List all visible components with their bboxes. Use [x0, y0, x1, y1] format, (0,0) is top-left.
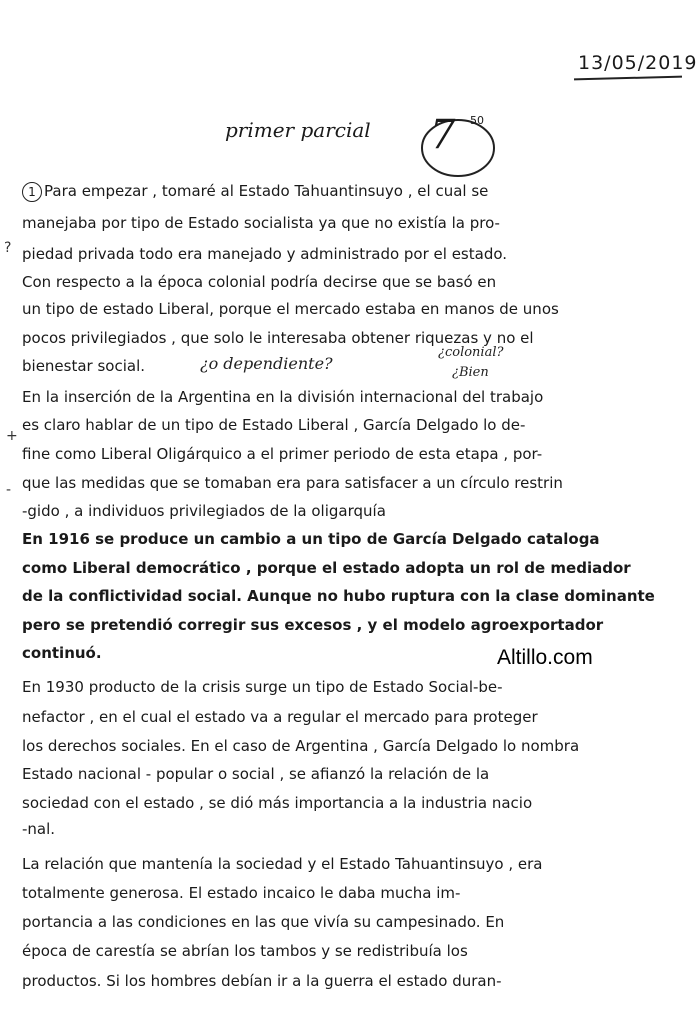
text-line: -nal. — [22, 820, 56, 838]
text-line: La relación que mantenía la sociedad y el Estado Tahuantinsuyo , era — [22, 855, 543, 873]
margin-mark: + — [6, 428, 18, 444]
text-line: pero se pretendió corregir sus excesos , y el modelo agroexportador — [22, 616, 604, 634]
text-line: piedad privada todo era manejado y administrado por el estado. — [22, 245, 508, 263]
text-line: que las medidas que se tomaban era para satisfacer a un círculo restrin — [22, 474, 563, 492]
text-line: En la inserción de la Argentina en la división internacional del trabajo — [22, 388, 544, 406]
teacher-note: ¿colonial? — [438, 345, 504, 360]
question-number: 1 — [22, 182, 42, 202]
date-underline — [574, 76, 682, 81]
grade-suffix: 50 — [470, 114, 484, 127]
text-line: de la conflictividad social. Aunque no hubo ruptura con la clase dominante — [22, 587, 655, 605]
exam-date: 13/05/2019 — [578, 52, 698, 74]
watermark: Altillo.com — [497, 646, 593, 669]
text-line: época de carestía se abrían los tambos y se redistribuía los — [22, 942, 468, 960]
text-line: los derechos sociales. En el caso de Argentina , García Delgado lo nombra — [22, 737, 580, 755]
text-line: pocos privilegiados , que solo le interesaba obtener riquezas y no el — [22, 329, 534, 347]
text-line: bienestar social. — [22, 357, 146, 375]
text-line: productos. Si los hombres debían ir a la guerra el estado duran- — [22, 972, 502, 990]
text-line: -gido , a individuos privilegiados de la oligarquía — [22, 502, 386, 520]
text-line: 1 Para empezar , tomaré al Estado Tahuantinsuyo , el cual se — [22, 180, 690, 202]
text-line: continuó. — [22, 644, 102, 662]
text-line: sociedad con el estado , se dió más importancia a la industria nacio — [22, 794, 533, 812]
teacher-note: ¿o dependiente? — [200, 354, 333, 373]
text-line: totalmente generosa. El estado incaico le daba mucha im- — [22, 884, 461, 902]
text-line: es claro hablar de un tipo de Estado Liberal , García Delgado lo de- — [22, 416, 526, 434]
text-line: manejaba por tipo de Estado socialista ya que no existía la pro- — [22, 214, 500, 232]
text-line: Con respecto a la época colonial podría decirse que se basó en — [22, 273, 497, 291]
grade-value: 7 — [430, 112, 456, 158]
text-line: nefactor , en el cual el estado va a regular el mercado para proteger — [22, 708, 538, 726]
text-line: Estado nacional - popular o social , se afianzó la relación de la — [22, 765, 490, 783]
text-line: portancia a las condiciones en las que vivía su campesinado. En — [22, 913, 505, 931]
text-line: En 1916 se produce un cambio a un tipo de García Delgado cataloga — [22, 530, 600, 548]
text-line: como Liberal democrático , porque el estado adopta un rol de mediador — [22, 559, 631, 577]
page-title: primer parcial — [225, 118, 371, 142]
text-line: fine como Liberal Oligárquico a el primer periodo de esta etapa , por- — [22, 445, 543, 463]
text-line: En 1930 producto de la crisis surge un tipo de Estado Social-be- — [22, 678, 503, 696]
text-line: un tipo de estado Liberal, porque el mercado estaba en manos de unos — [22, 300, 559, 318]
margin-mark: ? — [4, 240, 12, 256]
margin-mark: - — [6, 482, 12, 498]
teacher-note: ¿Bien — [452, 365, 489, 380]
